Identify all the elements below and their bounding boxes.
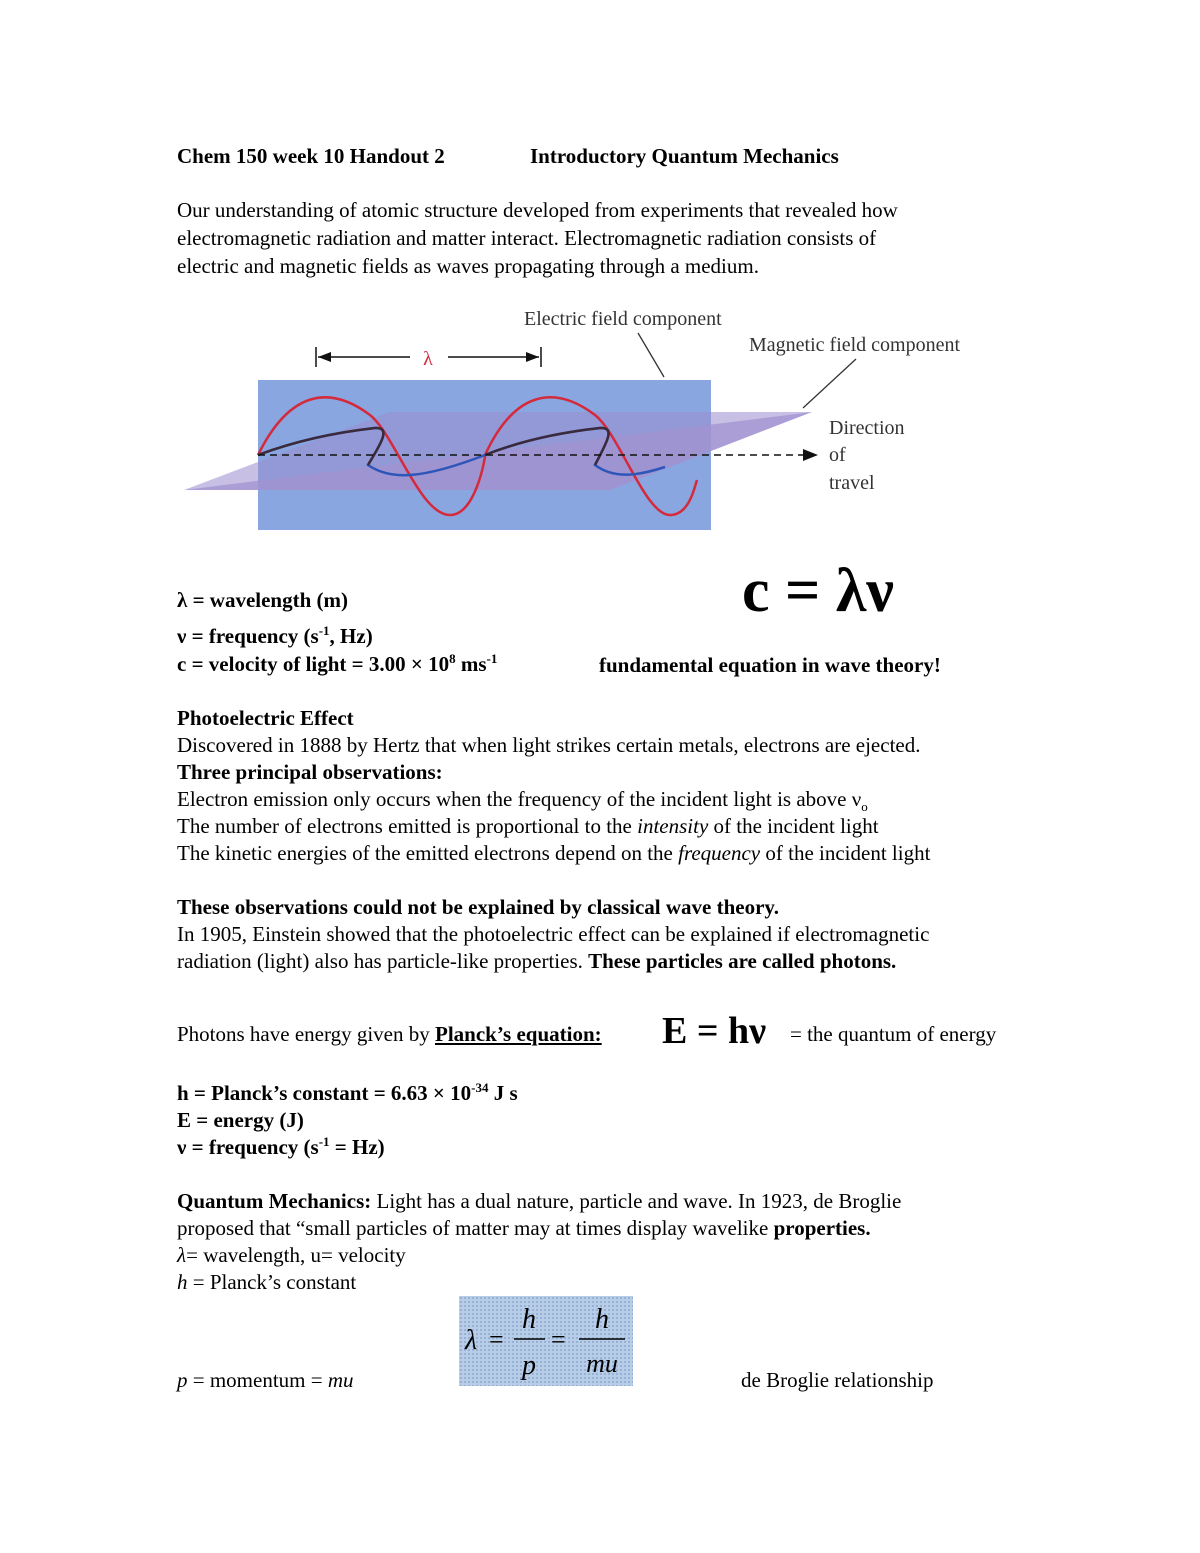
planck-equation: E = hν [662, 1010, 767, 1052]
electric-field-label: Electric field component [524, 308, 722, 330]
photoelectric-discovery: Discovered in 1888 by Hertz that when light strikes certain metals, electrons are ejected. [177, 733, 921, 757]
eq-p-denominator: p [522, 1350, 536, 1381]
lambda-arrow-left [318, 352, 331, 362]
lambda-definition: λ = wavelength (m) [177, 588, 349, 612]
einstein-line-1: In 1905, Einstein showed that the photoelectric effect can be explained if electromagnetic [177, 922, 930, 946]
wave-equation: c = λν [742, 557, 895, 625]
electric-leader-line [638, 333, 664, 377]
fundamental-note: fundamental equation in wave theory! [599, 653, 941, 677]
de-broglie-equation-box [459, 1296, 633, 1386]
intro-line-2: electromagnetic radiation and matter interact. Electromagnetic radiation consists of [177, 226, 877, 250]
quantum-line-1: Quantum Mechanics: Light has a dual nature, particle and wave. In 1923, de Broglie [177, 1189, 902, 1213]
einstein-line-2: radiation (light) also has particle-like properties. These particles are called photons. [177, 949, 897, 973]
eq-h-numerator-1: h [522, 1304, 536, 1335]
lambda-label: λ [423, 348, 433, 370]
quantum-line-3: λ= wavelength, u= velocity [177, 1243, 406, 1267]
E-definition: E = energy (J) [177, 1108, 304, 1132]
eq-mu-denominator: mu [586, 1349, 618, 1378]
observation-2: The number of electrons emitted is proportional to the intensity of the incident light [177, 814, 879, 838]
intro-line-3: electric and magnetic fields as waves propagating through a medium. [177, 254, 759, 278]
magnetic-field-label: Magnetic field component [749, 334, 961, 356]
h-definition: h = Planck’s constant = $6.63 \times 10^{-34}$ J s [177, 1080, 518, 1105]
travel-label: travel [829, 472, 875, 494]
photoelectric-title: Photoelectric Effect [177, 706, 354, 730]
observations-title: Three principal observations: [177, 760, 443, 784]
eq-lambda: λ [465, 1325, 478, 1356]
quantum-line-4: h = Planck’s constant [177, 1270, 357, 1294]
de-broglie-label: de Broglie relationship [741, 1368, 934, 1392]
travel-arrowhead [803, 449, 818, 461]
quantum-line-2: proposed that “small particles of matter may at times display wavelike properties. [177, 1216, 871, 1240]
planck-frequency-definition: ν = frequency $(s^{-1} = Hz)$ [177, 1134, 385, 1159]
direction-label: Direction [829, 417, 905, 439]
handout-topic: Introductory Quantum Mechanics [530, 144, 839, 168]
planck-quantum-note: = the quantum of energy [790, 1022, 997, 1046]
observation-3: The kinetic energies of the emitted electrons depend on the frequency of the incident light [177, 841, 931, 865]
of-label: of [829, 444, 846, 466]
frequency-definition: ν = frequency ($s^{-1}$, Hz) [177, 623, 373, 648]
classical-failure: These observations could not be explained by classical wave theory. [177, 895, 780, 919]
planck-intro: Photons have energy given by Planck’s equation: [177, 1022, 602, 1046]
de-broglie-equation [459, 1296, 633, 1386]
magnetic-leader-line [803, 359, 856, 408]
intro-line-1: Our understanding of atomic structure developed from experiments that revealed how [177, 198, 898, 222]
eq-equals-2: = [551, 1325, 566, 1354]
quantum-line-5: p = momentum = mu [177, 1368, 354, 1392]
eq-equals-1: = [489, 1325, 504, 1354]
eq-h-numerator-2: h [595, 1304, 609, 1335]
velocity-definition: c = velocity of light = $3.00 \times 10^8$ $ms^{-1}$ [177, 651, 498, 676]
em-wave-diagram [0, 295, 1200, 540]
observation-1: Electron emission only occurs when the frequency of the incident light is above $\nu_o$ [177, 787, 868, 815]
lambda-arrow-right [526, 352, 539, 362]
handout-title: Chem 150 week 10 Handout 2 [177, 144, 445, 168]
